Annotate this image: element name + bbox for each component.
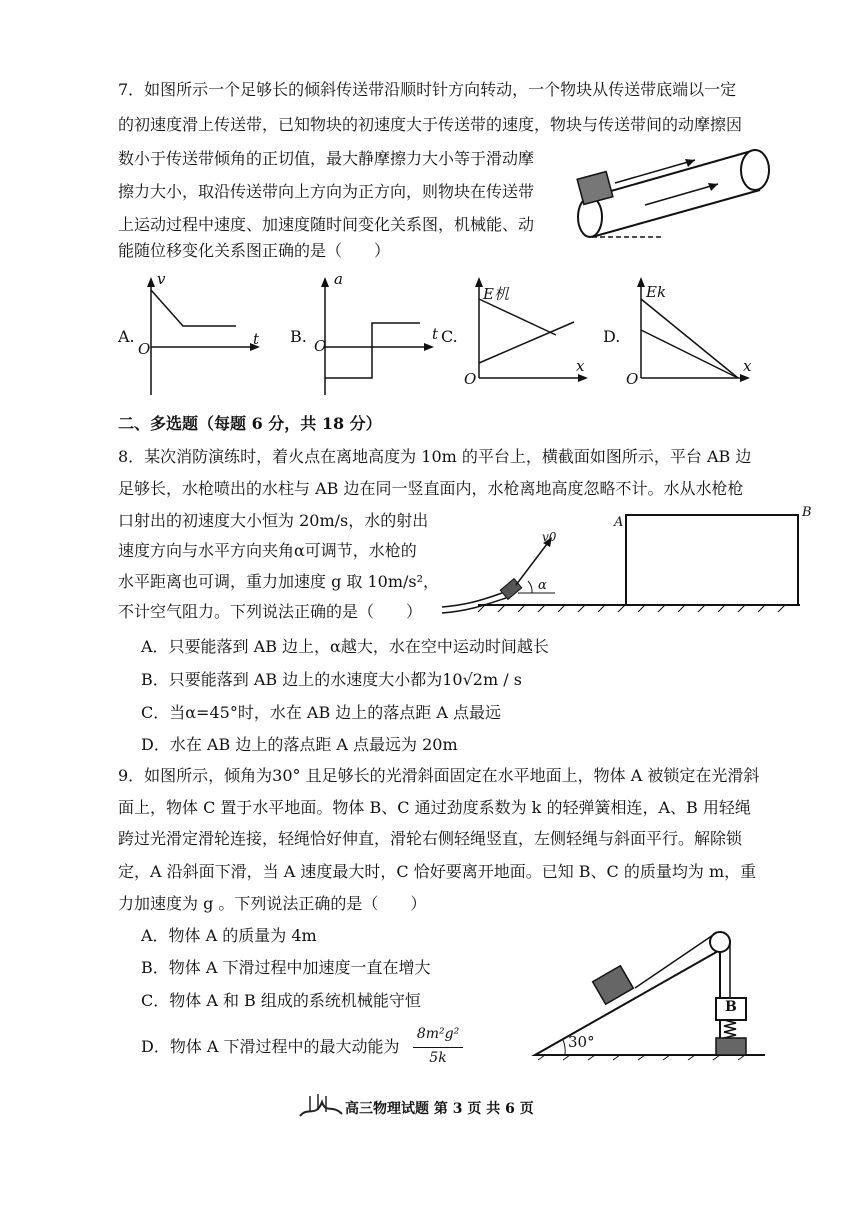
q9-block-b-label: B [725,999,737,1015]
q7-option-a: A. [118,327,135,346]
q9-option-d: D．物体 A 下滑过程中的最大动能为 [141,1037,400,1056]
q8-option-b: B．只要能落到 AB 边上的水速度大小都为10√2m / s [141,670,522,689]
section-heading: 二、多选题（每题 6 分，共 18 分） [118,414,382,433]
q7-graph-b-ylabel: a [334,270,343,288]
footer-logo-icon [298,1092,344,1120]
q7-option-d: D. [603,327,621,346]
q8-option-a: A．只要能落到 AB 边上，α越大，水在空中运动时间越长 [141,637,549,656]
q7-graph-a [138,275,268,400]
q7-graph-d-ylabel: Ek [646,283,667,301]
q9-line-5: 力加速度为 g 。下列说法正确的是（ ） [118,894,427,913]
q8-label-b: B [802,505,812,520]
q7-graph-c-xlabel: x [576,357,585,375]
q8-label-a: A [614,515,624,530]
q9-line-3: 跨过光滑定滑轮连接，轻绳恰好伸直，滑轮右侧轻绳竖直，左侧轻绳与斜面平行。解除锁 [118,829,743,848]
q9-line-2: 面上，物体 C 置于水平地面。物体 B、C 通过劲度系数为 k 的轻弹簧相连，A、B 用轻绳 [118,798,751,817]
q7-graph-c-origin: O [464,370,477,388]
q7-graph-a-xlabel: t [253,330,260,348]
q9-angle-label: 30° [568,1033,595,1051]
q7-line-5: 上运动过程中速度、加速度随时间变化关系图，机械能、动 [118,215,535,234]
q8-option-c: C．当α=45°时，水在 AB 边上的落点距 A 点最远 [141,703,502,722]
q9-fraction-numerator: 8m²g² [416,1026,460,1042]
q8-line-5: 水平距离也可调，重力加速度 g 取 10m/s²， [118,572,440,591]
q9-option-b: B．物体 A 下滑过程中加速度一直在增大 [141,958,431,977]
q7-graph-d-origin: O [626,370,639,388]
q9-line-1: 9．如图所示，倾角为30° 且足够长的光滑斜面固定在水平地面上，物体 A 被锁定在光滑斜 [118,766,760,785]
conveyor-belt-figure [570,145,780,245]
q8-line-3: 口射出的初速度大小恒为 20m/s，水的射出 [118,511,429,530]
q7-option-c: C. [441,327,458,346]
q7-graph-c-ylabel: E机 [483,285,509,303]
incline-pulley-figure [530,920,770,1060]
q7-graph-a-ylabel: v [157,270,166,288]
fire-hose-figure [440,505,810,615]
q7-graph-b-xlabel: t [432,325,439,343]
q7-line-3: 数小于传送带倾角的正切值，最大静摩擦力大小等于滑动摩 [118,149,535,168]
q8-label-alpha: α [538,578,547,593]
q8-line-4: 速度方向与水平方向夹角α可调节，水枪的 [118,541,417,560]
q8-line-2: 足够长，水枪喷出的水柱与 AB 边在同一竖直面内，水枪离地高度忽略不计。水从水枪枪 [118,479,744,498]
q7-option-b: B. [290,327,307,346]
q7-graph-b [312,275,442,400]
q9-fraction-denominator: 5k [429,1050,447,1066]
q7-graph-a-origin: O [138,340,151,358]
q8-label-v0: v0 [542,530,557,544]
q7-line-1: 7．如图所示一个足够长的倾斜传送带沿顺时针方向转动，一个物块从传送带底端以一定 [118,80,737,99]
q7-graph-d-xlabel: x [743,357,752,375]
q9-line-4: 定，A 沿斜面下滑，当 A 速度最大时，C 恰好要离开地面。已知 B、C 的质量均为 m，重 [118,862,757,881]
q9-option-a: A．物体 A 的质量为 4m [141,926,317,945]
q7-line-2: 的初速度滑上传送带，已知物块的初速度大于传送带的速度，物块与传送带间的动摩擦因 [118,115,743,134]
page-footer: 高三物理试题 第 3 页 共 6 页 [345,1101,534,1117]
q7-line-4: 擦力大小，取沿传送带向上方向为正方向，则物块在传送带 [118,182,535,201]
q7-line-6: 能随位移变化关系图正确的是（ ） [118,241,391,260]
q9-option-c: C．物体 A 和 B 组成的系统机械能守恒 [141,991,421,1010]
q9-fraction-bar [413,1047,463,1048]
q8-line-1: 8．某次消防演练时，着火点在离地高度为 10m 的平台上，横截面如图所示，平台 AB 边 [118,447,752,466]
q7-graph-b-origin: O [314,337,327,355]
q8-option-d: D．水在 AB 边上的落点距 A 点最远为 20m [141,735,458,754]
q8-line-6: 不计空气阻力。下列说法正确的是（ ） [118,602,423,621]
